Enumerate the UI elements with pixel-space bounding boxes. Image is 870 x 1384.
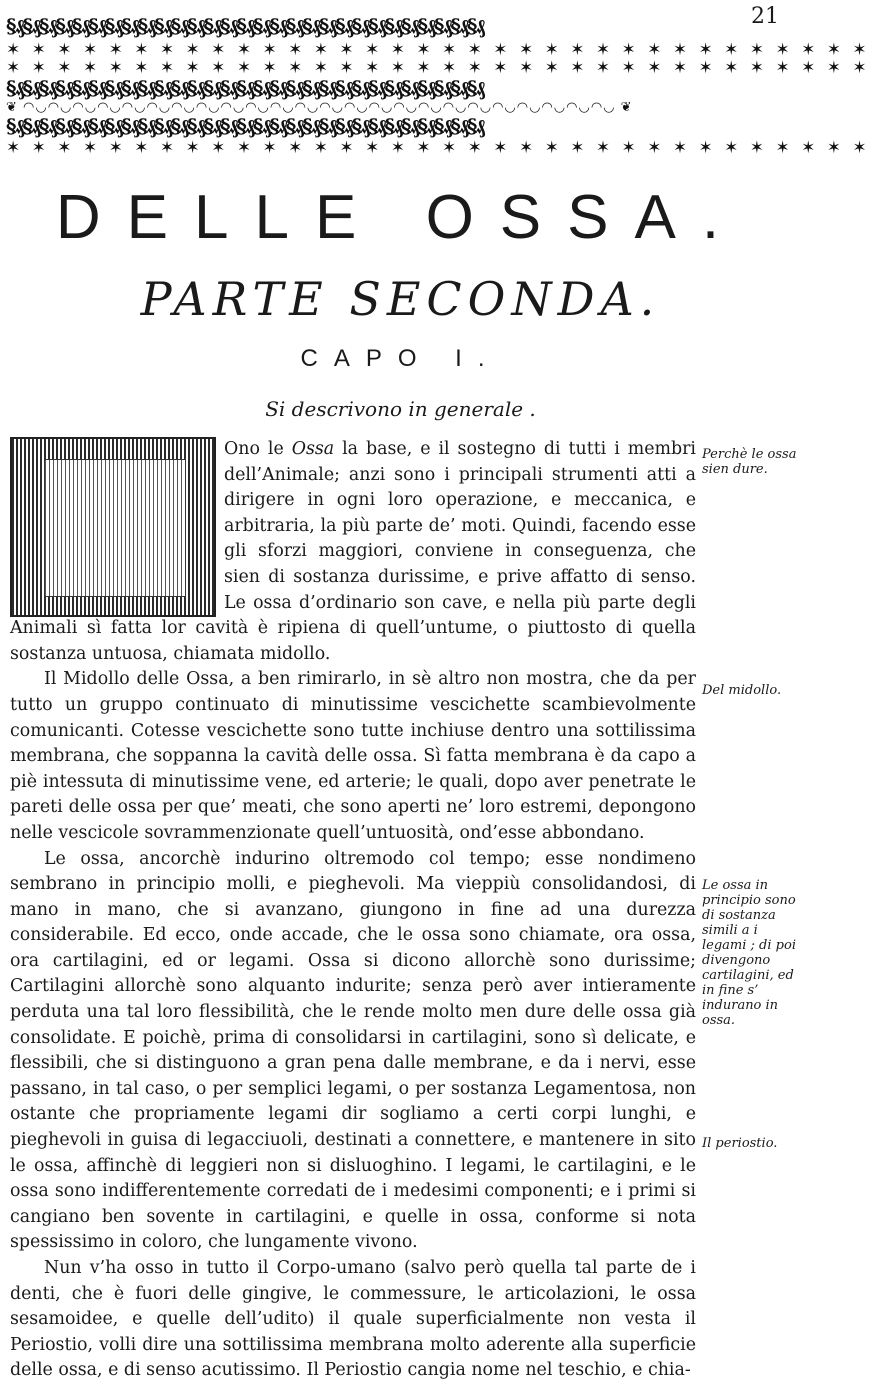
- page-number: 21: [751, 4, 779, 29]
- section-title: DELLE OSSA.: [55, 183, 746, 252]
- paragraph-1-start: Ono le: [224, 439, 292, 459]
- part-subtitle: PARTE SECONDA.: [140, 272, 661, 326]
- margin-note-4: Il periostio.: [702, 1136, 778, 1151]
- paragraph-1-emphasis: Ossa: [291, 439, 335, 459]
- drop-cap-spacer: [10, 437, 224, 616]
- header-ornament: [6, 14, 870, 162]
- paragraph-4: Nun v’ha osso in tutto il Corpo-umano (salvo però quella tal parte de i denti, che è fuori delle gingive, le commessure, le articolazioni, le ossa sesamoidee, e quelle dell’udito) il quale superficialmente non vesta il Periostio, volli dire una sottilissima membrana molto aderente alla superficie delle ossa, e di senso acutissimo. Il Periostio cangia nome nel teschio, e chia-: [10, 1258, 696, 1381]
- ornament-knot-row: §₰§₰§₰§₰§₰§₰§₰§₰§₰§₰§₰§₰§₰§₰§₰§₰§₰§₰§₰§₰§₰§₰§₰§₰§₰§₰§₰§₰§₰: [6, 76, 484, 100]
- margin-note-1: Perchè le ossa sien dure.: [702, 447, 797, 477]
- ornament-star-row: ✶ ✶ ✶ ✶ ✶ ✶ ✶ ✶ ✶ ✶ ✶ ✶ ✶ ✶ ✶ ✶ ✶ ✶ ✶ ✶ ✶ ✶ ✶ ✶ ✶ ✶ ✶ ✶ ✶ ✶ ✶ ✶ ✶ ✶: [6, 40, 870, 60]
- margin-note-3: Le ossa in principio sono di sostanza simili a i legami ; di poi divengono cartilagini, ed in fine s’ indurano in ossa.: [702, 878, 796, 1028]
- ornament-wave-row: ❦ ◠◡◠◡◠◡◠◡◠◡◠◡◠◡◠◡◠◡◠◡◠◡◠◡◠◡◠◡◠◡◠◡◠◡◠◡◠◡◠◡◠◡◠◡◠◡◠◡ ❦: [6, 100, 633, 115]
- chapter-summary: Si descrivono in generale .: [265, 397, 536, 421]
- ornament-star-row: ✶ ✶ ✶ ✶ ✶ ✶ ✶ ✶ ✶ ✶ ✶ ✶ ✶ ✶ ✶ ✶ ✶ ✶ ✶ ✶ ✶ ✶ ✶ ✶ ✶ ✶ ✶ ✶ ✶ ✶ ✶ ✶ ✶ ✶: [6, 58, 870, 78]
- paragraph-1-text: la base, e il sostegno di tutti i membri dell’Animale; anzi sono i principali strumenti atti a dirigere in ogni loro operazione, e meccanica, e arbitraria, la più parte de’ moti. Quindi, facendo esse gli sforzi maggiori, conviene in conseguenza, che sien di sostanza durissime, e prive affatto di senso. Le ossa d’ordinario son cave, e nella più parte degli Animali sì fatta lor cavità è ripiena di quell’untume, o piuttosto di quella sostanza untuosa, chiamata midollo.: [10, 439, 696, 664]
- ornament-star-row: ✶ ✶ ✶ ✶ ✶ ✶ ✶ ✶ ✶ ✶ ✶ ✶ ✶ ✶ ✶ ✶ ✶ ✶ ✶ ✶ ✶ ✶ ✶ ✶ ✶ ✶ ✶ ✶ ✶ ✶ ✶ ✶ ✶ ✶: [6, 138, 870, 158]
- chapter-heading: CAPO I.: [300, 345, 501, 372]
- margin-note-2: Del midollo.: [702, 683, 782, 698]
- ornament-knot-row: §₰§₰§₰§₰§₰§₰§₰§₰§₰§₰§₰§₰§₰§₰§₰§₰§₰§₰§₰§₰§₰§₰§₰§₰§₰§₰§₰§₰§₰: [6, 14, 484, 38]
- paragraph-3: Le ossa, ancorchè indurino oltremodo col tempo; esse nondimeno sembrano in principio molli, e pieghevoli. Ma vieppiù consolidandosi, di mano in mano, che si avanzano, giungono in fine ad una durezza considerabile. Ed ecco, onde accade, che le ossa sono chiamate, ora ossa, ora cartilagini, ed or legami. Ossa si dicono allorchè sono durissime; Cartilagini allorchè sono alquanto indurite; senza però aver intieramente perduta una tal loro flessibilità, che le rende molto men dure delle ossa già consolidate. E poichè, prima di consolidarsi in cartilagini, sono sì delicate, e flessibili, che si distinguono a gran pena dalle membrane, e da i nervi, esse passano, in tal caso, o per semplici legami, o per sostanza Legamentosa, non ostante che propriamente legami dir sogliamo a certi corpi lunghi, e pieghevoli in guisa di legacciuoli, destinati a connettere, e mantenere in sito le ossa, affinchè di leggieri non si disluoghino. I legami, le cartilagini, e le ossa sono indifferentemente corredati de i medesimi componenti; e i primi si cangiano ben sovente in cartilagini, e quelle in ossa, conforme si nota spessissimo in coloro, che lungamente vivono.: [10, 848, 696, 1253]
- ornament-knot-row: §₰§₰§₰§₰§₰§₰§₰§₰§₰§₰§₰§₰§₰§₰§₰§₰§₰§₰§₰§₰§₰§₰§₰§₰§₰§₰§₰§₰§₰: [6, 114, 484, 138]
- body-text: [10, 437, 696, 1384]
- paragraph-2: Il Midollo delle Ossa, a ben rimirarlo, in sè altro non mostra, che da per tutto un gruppo continuato di minutissime vescichette scambievolmente comunicanti. Cotesse vescichette sono tutte inchiuse dentro una sottilissima membrana, che soppanna la cavità delle ossa. Sì fatta membrana è da capo a piè intessuta di minutissime vene, ed arterie; le quali, dopo aver penetrate le pareti delle ossa per que’ meati, che sono aperti ne’ loro estremi, depongono nelle vescicole sovrammenzionate quell’untuosità, ond’esse abbondano.: [10, 669, 696, 843]
